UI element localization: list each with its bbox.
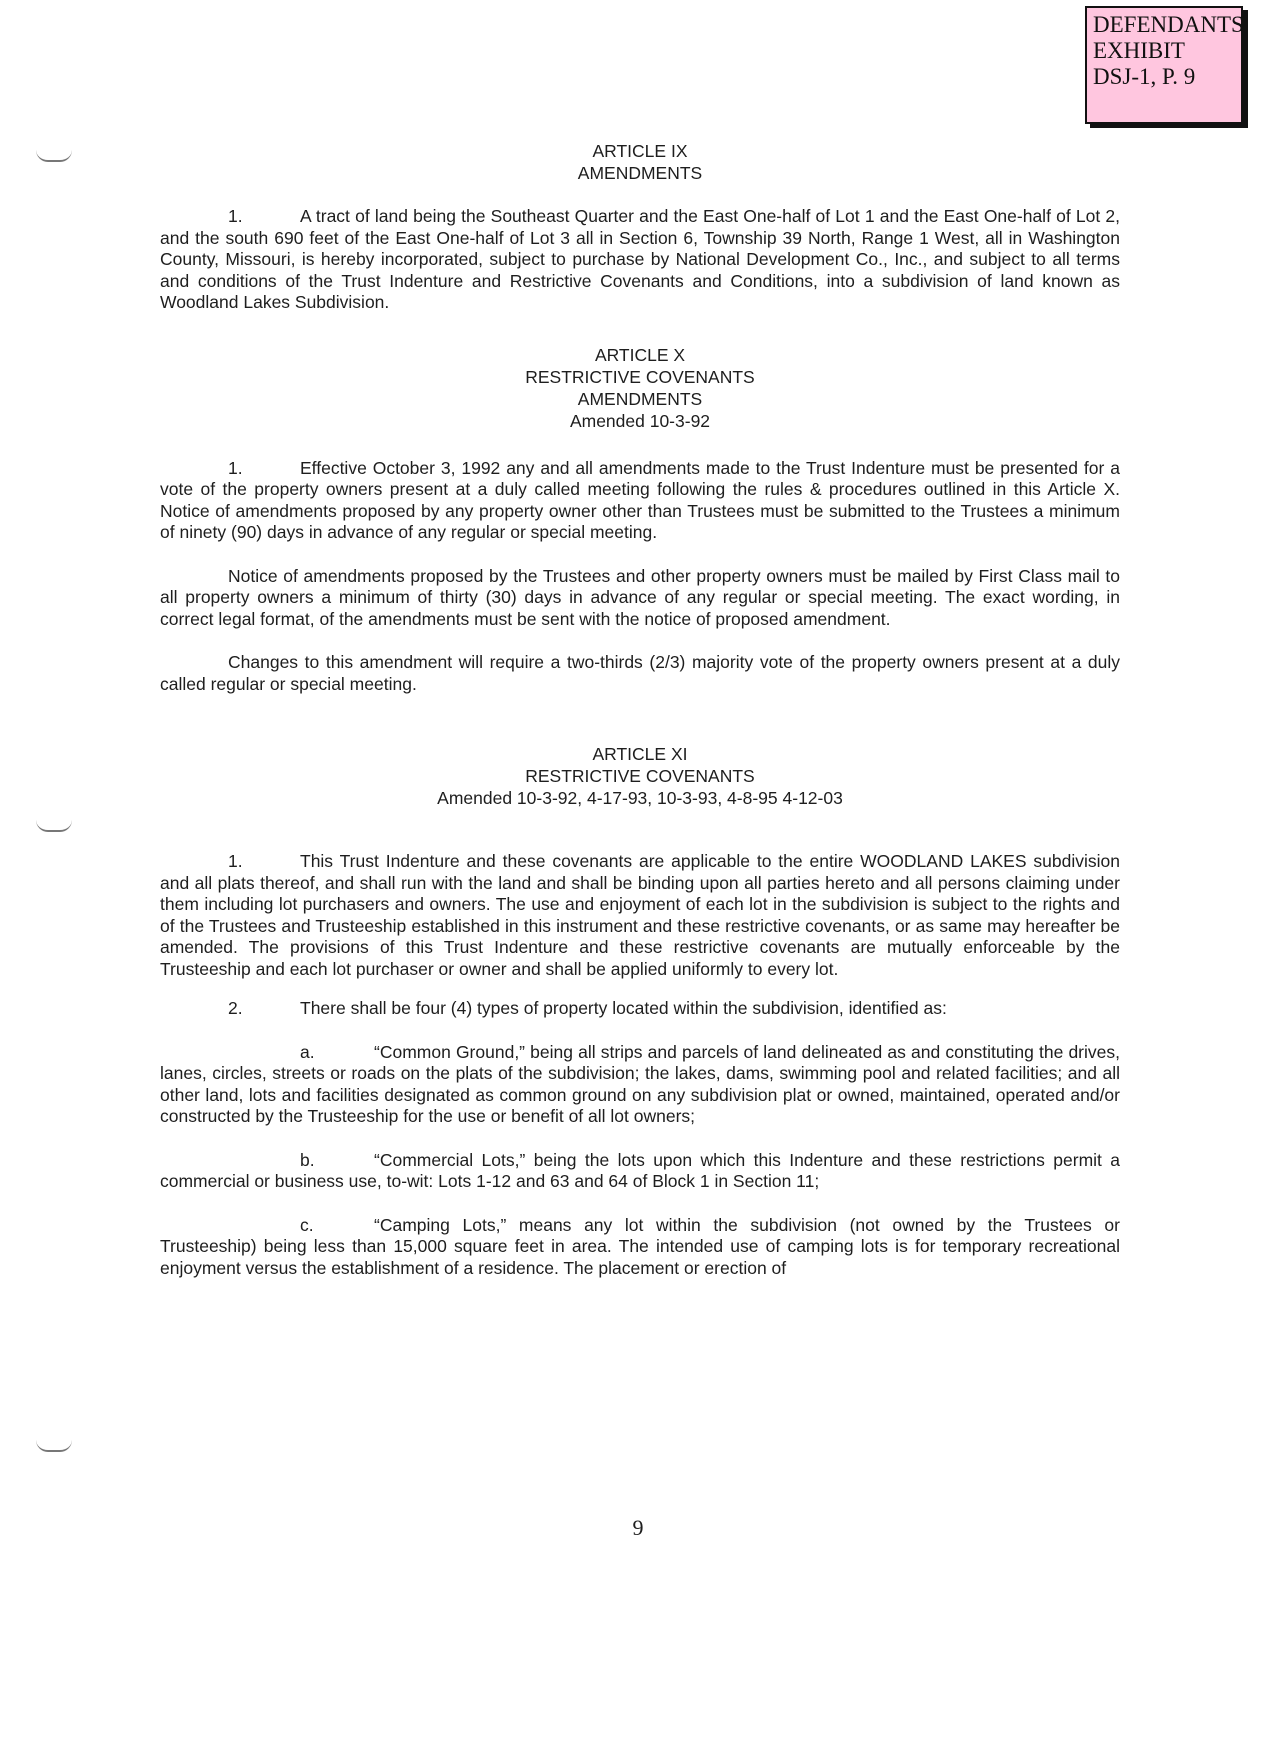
article-11-heading: [160, 743, 1120, 809]
exhibit-line-1: DEFENDANTS': [1093, 12, 1248, 37]
paragraph-number: 1.: [228, 457, 243, 478]
item-text: “Commercial Lots,” being the lots upon which this Indenture and these restrictions permit a commercial or business use, to-wit: Lots 1-12 and 63 and 64 of Block 1 in Section 11;: [160, 1149, 1120, 1191]
article-9-heading: [160, 140, 1120, 184]
article-10-paragraph-2: [160, 566, 1120, 631]
hole-punch-mark: [36, 820, 72, 832]
hole-punch-mark: [36, 1440, 72, 1452]
exhibit-line-2: EXHIBIT: [1093, 38, 1185, 63]
article-10-paragraph-3: [160, 652, 1120, 695]
article-11-paragraph-2: [160, 998, 1120, 1020]
article-11-item-a: [160, 1042, 1120, 1128]
article-11-paragraph-1: [160, 851, 1120, 980]
paragraph-text: Notice of amendments proposed by the Trustees and other property owners must be mailed by First Class mail to all property owners a minimum of thirty (30) days in advance of any regular or special meeting. The exact wording, in correct legal format, of the amendments must be sent with the notice of proposed amendment.: [160, 565, 1120, 629]
article-11-subtitle: RESTRICTIVE COVENANTS: [525, 766, 755, 786]
article-9-subtitle: AMENDMENTS: [577, 163, 703, 183]
page-number: 9: [632, 1515, 644, 1540]
document-body: [160, 140, 1120, 1279]
paragraph-text: Effective October 3, 1992 any and all amendments made to the Trust Indenture must be presented for a vote of the property owners present at a duly called meeting following the rules & procedures outlined in this Article X. Notice of amendments proposed by any property owner other than Trustees must be submitted to the Trustees a minimum of ninety (90) days in advance of any regular or special meeting.: [160, 457, 1120, 542]
item-letter: b.: [300, 1149, 315, 1170]
hole-punch-mark: [36, 150, 72, 162]
article-11-item-c: [160, 1215, 1120, 1280]
article-11-title: ARTICLE XI: [592, 744, 688, 764]
paragraph-text: A tract of land being the Southeast Quarter and the East One-half of Lot 1 and the East One-half of Lot 2, and the south 690 feet of the East One-half of Lot 3 all in Section 6, Township 39 North, Range 1 West, all in Washington County, Missouri, is hereby incorporated, subject to purchase by National Development Co., Inc., and subject to all terms and conditions of the Trust Indenture and Restrictive Covenants and Conditions, into a subdivision of land known as Woodland Lakes Subdivision.: [160, 206, 1120, 312]
paragraph-number: 1.: [228, 206, 243, 226]
paragraph-text: Changes to this amendment will require a two-thirds (2/3) majority vote of the property owners present at a duly called regular or special meeting.: [160, 652, 1120, 694]
article-10-paragraph-1: [160, 458, 1120, 544]
article-10-subtitle-2: AMENDMENTS: [577, 388, 703, 409]
article-11-item-b: [160, 1150, 1120, 1193]
item-text: “Camping Lots,” means any lot within the subdivision (not owned by the Trustees or Trusteeship) being less than 15,000 square feet in area. The intended use of camping lots is for temporary recreational enjoyment versus the establishment of a residence. The placement or erection of: [160, 1214, 1120, 1278]
article-9-paragraph-1: [160, 206, 1120, 314]
exhibit-sticker: [1085, 6, 1248, 124]
paragraph-number: 1.: [228, 851, 243, 871]
article-10-subtitle-1: RESTRICTIVE COVENANTS: [525, 366, 755, 387]
article-10-amended: Amended 10-3-92: [569, 410, 711, 431]
article-10-title: ARTICLE X: [594, 344, 686, 365]
paragraph-text: This Trust Indenture and these covenants are applicable to the entire WOODLAND LAKES subdivision and all plats thereof, and shall run with the land and shall be binding upon all parties hereto and all persons claiming under them including lot purchasers and owners. The use and enjoyment of each lot in the subdivision is subject to the rights and of the Trustees and Trusteeship established in this instrument and these restrictive covenants, or as same may hereafter be amended. The provisions of this Trust Indenture and these restrictive covenants are mutually enforceable by the Trusteeship and each lot purchaser or owner and shall be applied uniformly to every lot.: [160, 851, 1120, 979]
exhibit-line-3: DSJ-1, P. 9: [1093, 64, 1196, 89]
article-10-heading: [160, 344, 1120, 432]
item-letter: a.: [300, 1041, 315, 1062]
item-letter: c.: [300, 1214, 314, 1235]
article-11-amended: Amended 10-3-92, 4-17-93, 10-3-93, 4-8-95 4-12-03: [437, 788, 843, 808]
article-9-title: ARTICLE IX: [592, 141, 688, 161]
paragraph-number: 2.: [228, 998, 243, 1018]
item-text: “Common Ground,” being all strips and parcels of land delineated as and constituting the drives, lanes, circles, streets or roads on the plats of the subdivision; the lakes, dams, swimming pool and related facilities; and all other land, lots and facilities designated as common ground on any subdivision plat or owned, maintained, operated and/or constructed by the Trusteeship for the use or benefit of all lot owners;: [160, 1041, 1120, 1126]
paragraph-text: There shall be four (4) types of property located within the subdivision, identified as:: [300, 998, 947, 1018]
